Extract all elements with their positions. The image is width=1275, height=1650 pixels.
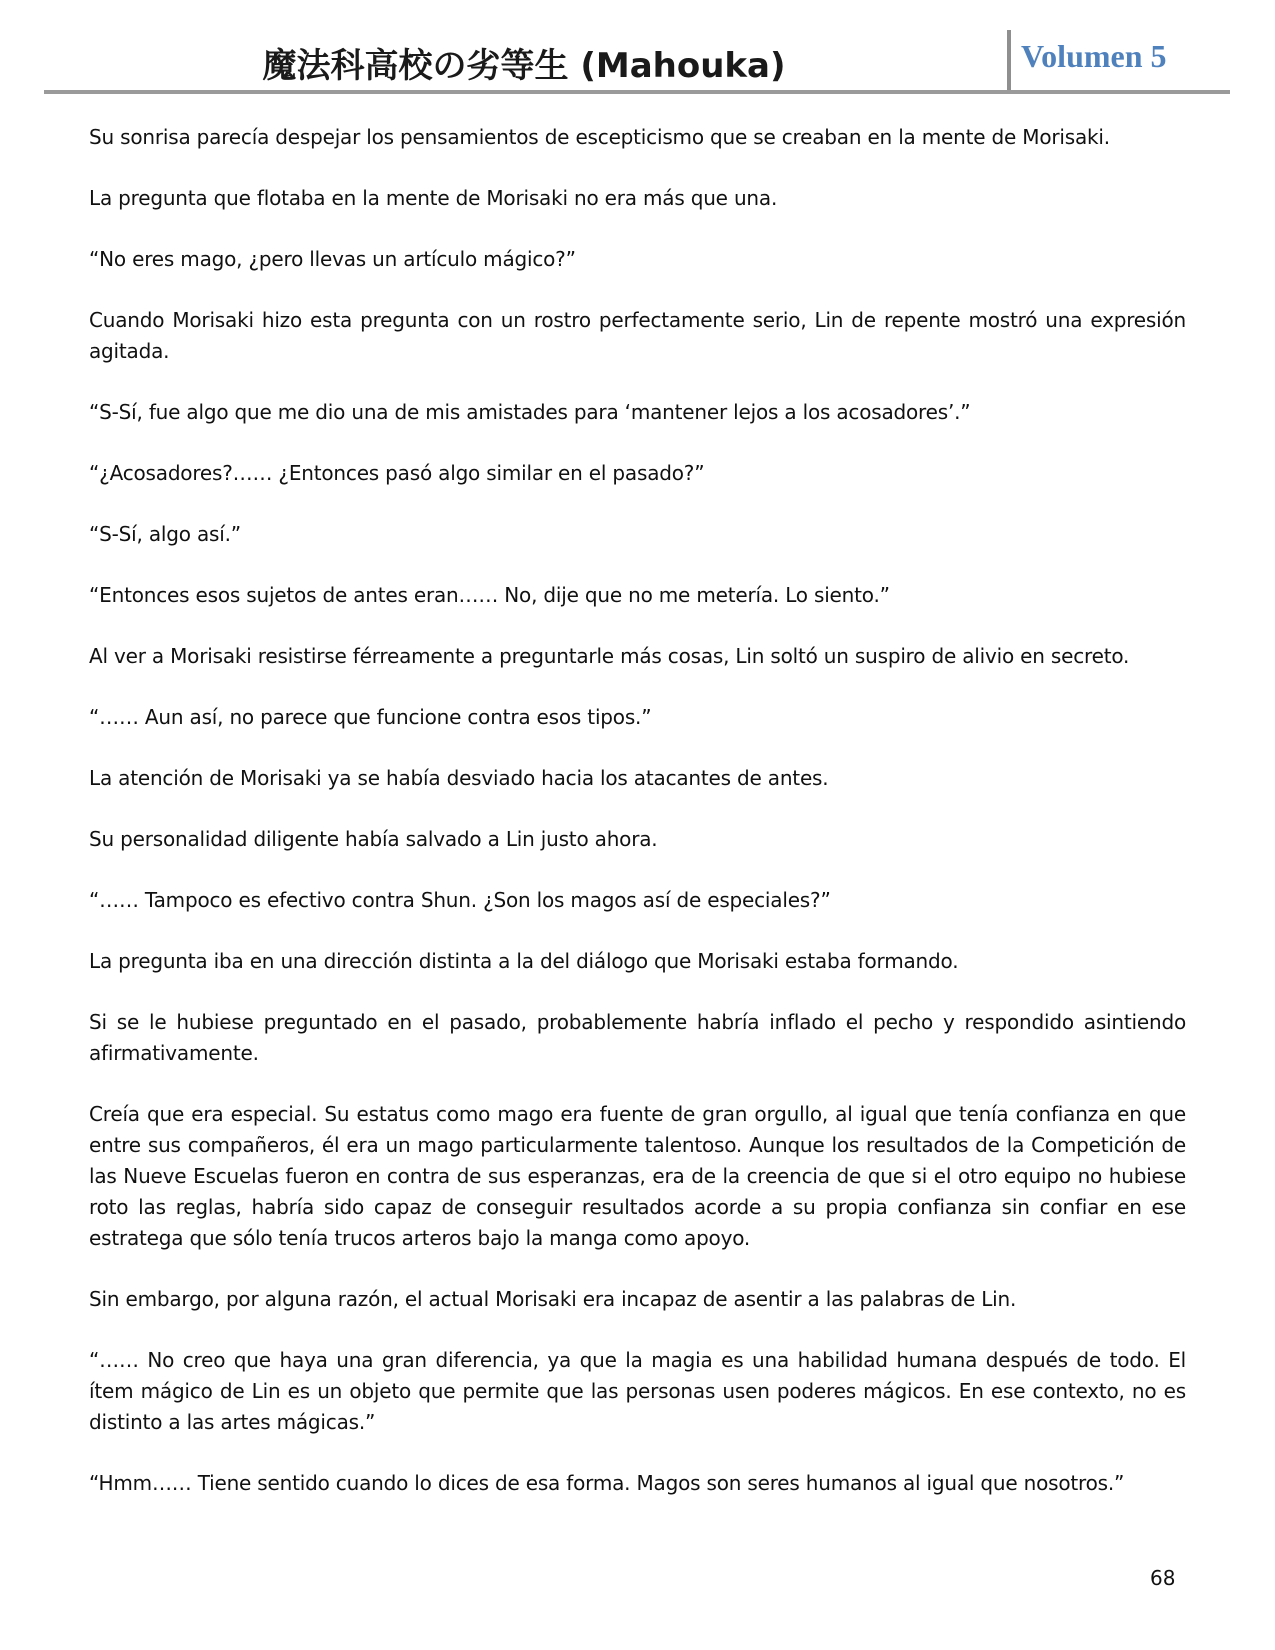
paragraph: Al ver a Morisaki resistirse férreamente a preguntarle más cosas, Lin soltó un suspiro de alivio en secreto.: [89, 644, 1130, 668]
header-divider: [1007, 30, 1011, 90]
paragraph: Su sonrisa parecía despejar los pensamientos de escepticismo que se creaban en la mente de Morisaki.: [89, 125, 1110, 149]
page-header: [44, 26, 1230, 94]
paragraph: “…… No creo que haya una gran diferencia, ya que la magia es una habilidad humana después de todo. El ítem mágico de Lin es un objeto que permite que las personas usen poderes mágicos. En ese contexto, no es distinto a las artes mágicas.”: [89, 1348, 1186, 1434]
volume-label: Volumen 5: [1021, 38, 1167, 74]
paragraph: “Entonces esos sujetos de antes eran…… No, dije que no me metería. Lo siento.”: [89, 583, 890, 607]
paragraph: “S-Sí, algo así.”: [89, 522, 241, 546]
paragraph: “…… Tampoco es efectivo contra Shun. ¿Son los magos así de especiales?”: [89, 888, 831, 912]
paragraph: “…… Aun así, no parece que funcione contra esos tipos.”: [89, 705, 652, 729]
paragraph: “Hmm…… Tiene sentido cuando lo dices de esa forma. Magos son seres humanos al igual que nosotros.”: [89, 1471, 1125, 1495]
paragraph: “No eres mago, ¿pero llevas un artículo mágico?”: [89, 247, 576, 271]
book-title: 魔法科高校の劣等生 (Mahouka): [262, 46, 786, 86]
paragraph: Si se le hubiese preguntado en el pasado, probablemente habría inflado el pecho y respondido asintiendo afirmativamente.: [89, 1010, 1186, 1065]
paragraph: Su personalidad diligente había salvado a Lin justo ahora.: [89, 827, 658, 851]
paragraph: La pregunta iba en una dirección distinta a la del diálogo que Morisaki estaba formando.: [89, 949, 959, 973]
paragraph: La pregunta que flotaba en la mente de Morisaki no era más que una.: [89, 186, 778, 210]
paragraph: Cuando Morisaki hizo esta pregunta con un rostro perfectamente serio, Lin de repente mostró una expresión agitada.: [89, 308, 1186, 363]
paragraph: “¿Acosadores?…… ¿Entonces pasó algo similar en el pasado?”: [89, 461, 705, 485]
paragraph: Creía que era especial. Su estatus como mago era fuente de gran orgullo, al igual que tenía confianza en que entre sus compañeros, él era un mago particularmente talentoso. Aunque los resultados de la Competición de las Nueve Escuelas fueron en contra de sus esperanzas, era de la creencia de que si el otro equipo no hubiese roto las reglas, habría sido capaz de conseguir resultados acorde a su propia confianza sin confiar en ese estratega que sólo tenía trucos arteros bajo la manga como apoyo.: [89, 1102, 1186, 1250]
header-rule: [44, 90, 1230, 94]
paragraph: La atención de Morisaki ya se había desviado hacia los atacantes de antes.: [89, 766, 829, 790]
page-number: 68: [1150, 1566, 1176, 1590]
paragraph: “S-Sí, fue algo que me dio una de mis amistades para ‘mantener lejos a los acosadores’.”: [89, 400, 971, 424]
page-body: [89, 122, 1186, 1529]
paragraph: Sin embargo, por alguna razón, el actual Morisaki era incapaz de asentir a las palabras de Lin.: [89, 1287, 1017, 1311]
